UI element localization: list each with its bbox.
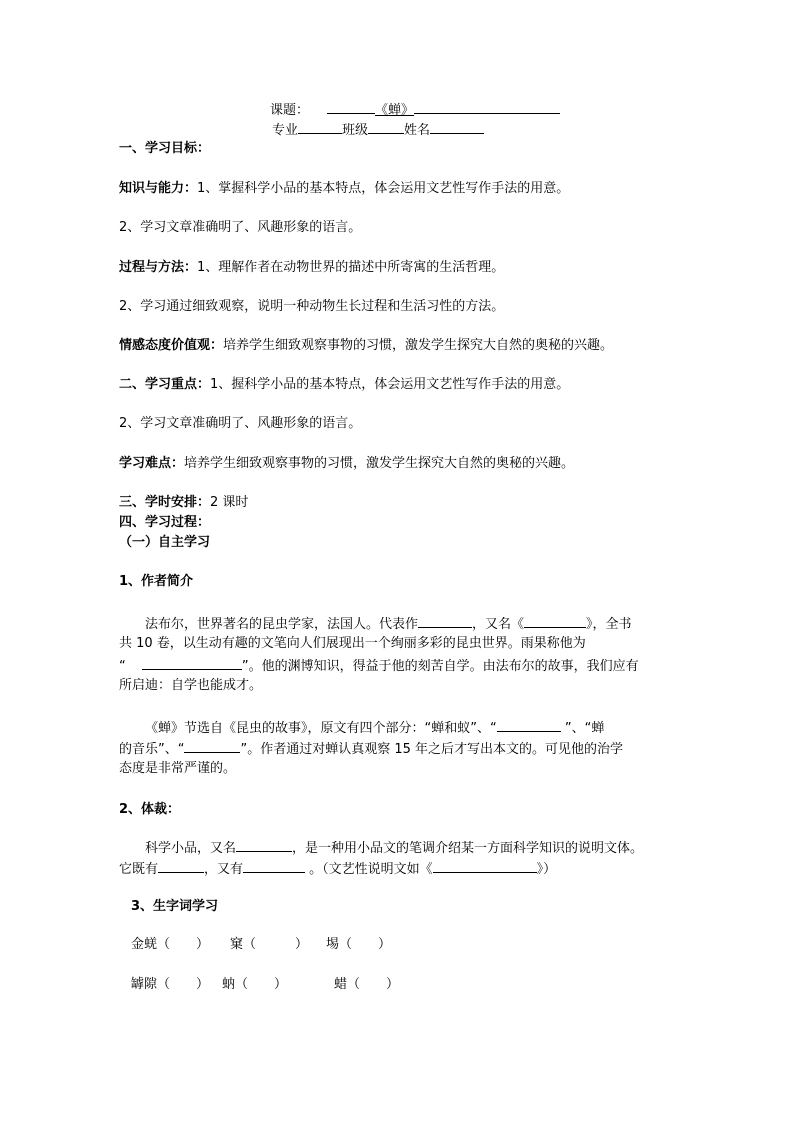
class-label: 班级 [342, 123, 369, 138]
key-point-1: 1、握科学小品的基本特点，体会运用文艺性写作手法的用意。 [210, 377, 570, 392]
author-p2-line2 [119, 739, 623, 759]
process-text-1: 1、理解作者在动物世界的描述中所寄寓的生活哲理。 [197, 260, 505, 275]
genre-line2 [119, 859, 556, 879]
author-p2-text-d: ”。作者通过对蝉认真观察 15 年之后才写出本文的。可见他的治学 [240, 742, 624, 757]
genre-trait-2-blank[interactable] [243, 859, 305, 873]
class-blank[interactable] [368, 120, 404, 134]
masterwork-blank[interactable] [418, 614, 472, 628]
emotion-label: 情感态度价值观： [119, 338, 224, 353]
title-blank-1[interactable] [327, 100, 375, 114]
title-label: 课题： [270, 103, 310, 118]
objectives-heading: 一、学习目标： [119, 141, 211, 156]
genre-alias-blank[interactable] [236, 838, 292, 852]
hugo-title-blank[interactable] [142, 656, 242, 670]
process-line-2: 2、学习通过细致观察，说明一种动物生长过程和生活习性的方法。 [119, 299, 505, 314]
genre-text-b: ，是一种用小品文的笔调介绍某一方面科学知识的说明文体。 [292, 841, 644, 856]
difficulty-line [119, 455, 574, 473]
info-line [272, 120, 484, 140]
vocab-heading: 3、生字词学习 [131, 899, 219, 914]
author-p1-text-b: ，又名《 [472, 617, 525, 632]
vocab-item-3: 埸（ ） [326, 937, 392, 952]
genre-text-c: 它既有 [119, 862, 159, 877]
key-points-heading: 二、学习重点： [119, 377, 211, 392]
knowledge-label: 知识与能力： [119, 181, 198, 196]
self-study-heading: （一）自主学习 [119, 535, 211, 550]
schedule-heading: 三、学时安排： [119, 495, 211, 510]
emotion-line [119, 337, 613, 355]
author-p2-text-b: ”、“蝉 [560, 721, 605, 736]
author-p1-line2: 共 10 卷，以生动有趣的文笔向人们展现出一个绚丽多彩的昆虫世界。雨果称他为 [119, 636, 586, 651]
genre-text-a: 科学小品，又名 [145, 841, 237, 856]
knowledge-line-1 [119, 180, 569, 198]
process-heading: 四、学习过程： [119, 515, 211, 530]
vocab-item-1: 金蜣（ ） [131, 937, 210, 952]
key-point-2: 2、学习文章准确明了、风趣形象的语言。 [119, 416, 362, 431]
name-label: 姓名 [404, 123, 431, 138]
process-label: 过程与方法： [119, 260, 198, 275]
difficulty-label: 学习难点： [119, 456, 185, 471]
process-line-1 [119, 259, 504, 277]
genre-line1 [145, 838, 643, 858]
title-blank-2[interactable] [414, 100, 560, 114]
schedule-value: 2 课时 [210, 495, 249, 510]
genre-text-e: 。（文艺性说明文如《 [305, 862, 433, 877]
difficulty-text: 培养学生细致观察事物的习惯，激发学生探究大自然的奥秘的兴趣。 [184, 456, 575, 471]
author-p1-line1 [145, 614, 632, 634]
genre-trait-1-blank[interactable] [158, 859, 204, 873]
knowledge-line-2: 2、学习文章准确明了、风趣形象的语言。 [119, 220, 362, 235]
author-p2-text-a: 《蝉》节选自《昆虫的故事》，原文有四个部分：“蝉和蚁”、“ [145, 721, 497, 736]
genre-example-blank[interactable] [433, 859, 537, 873]
title-value: 《蝉》 [375, 103, 415, 118]
author-p2-text-c: 的音乐”、“ [119, 742, 185, 757]
major-blank[interactable] [298, 120, 342, 134]
vocab-item-2: 窠（ ） [230, 937, 309, 952]
author-p1-text-a: 法布尔，世界著名的昆虫学家，法国人。代表作 [145, 617, 419, 632]
part-four-blank[interactable] [184, 739, 240, 753]
vocab-item-6: 蜡（ ） [334, 977, 400, 992]
author-p2-line3: 态度是非常严谨的。 [119, 761, 237, 776]
major-label: 专业 [272, 123, 299, 138]
author-p1-line3 [119, 656, 639, 676]
key-points-line-1 [119, 376, 569, 394]
emotion-text: 培养学生细致观察事物的习惯，激发学生探究大自然的奥秘的兴趣。 [223, 338, 614, 353]
author-p1-text-e: ”。他的渊博知识，得益于他的刻苦自学。由法布尔的故事，我们应有 [241, 659, 639, 674]
genre-heading: 2、体裁： [119, 802, 181, 817]
part-two-blank[interactable] [497, 718, 561, 732]
alias-blank[interactable] [524, 614, 586, 628]
knowledge-text-1: 1、掌握科学小品的基本特点，体会运用文艺性写作手法的用意。 [197, 181, 570, 196]
vocab-item-4: 罅隙（ ） [131, 977, 210, 992]
genre-text-d: ，又有 [204, 862, 244, 877]
author-p1-text-d: “ [119, 659, 130, 674]
author-heading: 1、作者简介 [119, 574, 194, 589]
author-p1-text-c: 》，全书 [586, 617, 632, 632]
vocab-item-5: 蚋（ ） [222, 977, 288, 992]
name-blank[interactable] [430, 120, 484, 134]
schedule-line [119, 494, 248, 512]
author-p1-line4: 所启迪：自学也能成才。 [119, 678, 263, 693]
author-p2-line1 [145, 718, 604, 738]
title-line [270, 100, 560, 120]
genre-text-f: 》） [536, 862, 557, 877]
